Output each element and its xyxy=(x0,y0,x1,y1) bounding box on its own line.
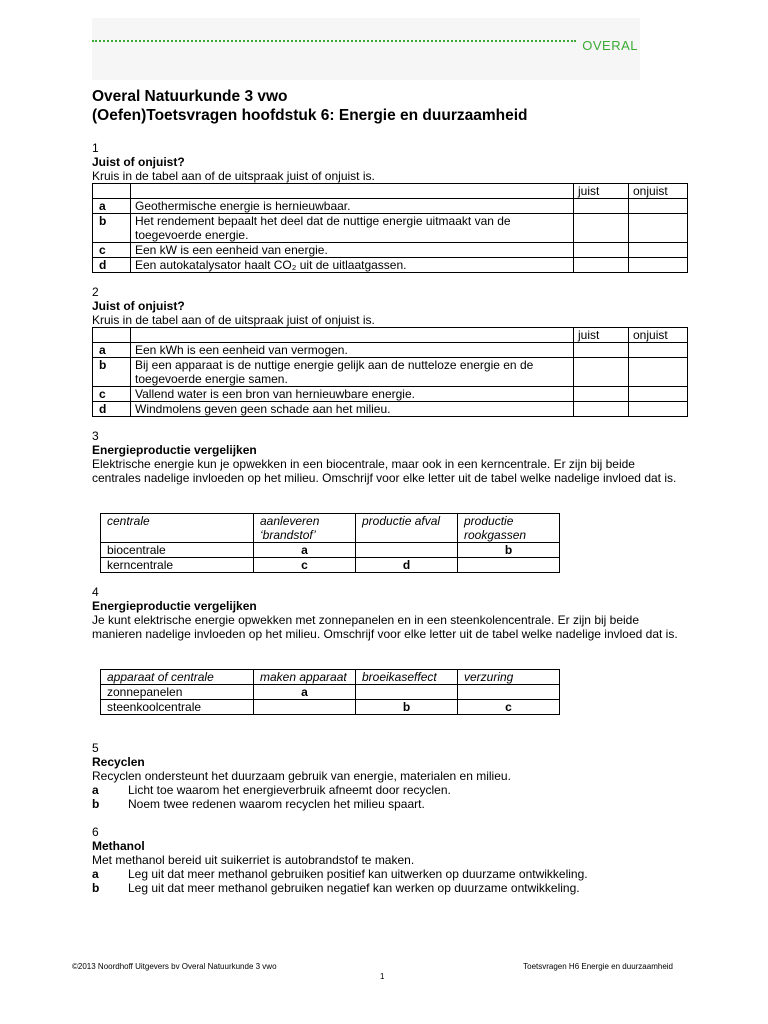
question-6-items xyxy=(92,867,652,895)
answer-cell-juist[interactable] xyxy=(574,358,629,387)
answer-cell-juist[interactable] xyxy=(574,387,629,402)
column-header: aanleveren ‘brandstof’ xyxy=(254,514,356,543)
row-label: kerncentrale xyxy=(101,558,254,573)
table-row xyxy=(93,243,688,258)
question-text: Recyclen ondersteunt het duurzaam gebruik van energie, materialen en milieu. xyxy=(92,769,511,783)
question-5-items xyxy=(92,783,652,811)
row-label: biocentrale xyxy=(101,543,254,558)
q2-table xyxy=(92,327,688,417)
list-item xyxy=(92,867,652,881)
column-header-juist: juist xyxy=(574,184,629,199)
row-letter: d xyxy=(93,402,131,417)
question-text: Met methanol bereid uit suikerriet is autobrandstof te maken. xyxy=(92,853,415,867)
answer-cell-onjuist[interactable] xyxy=(629,358,688,387)
letter-cell: d xyxy=(356,558,458,573)
column-header-onjuist: onjuist xyxy=(629,184,688,199)
dotted-rule xyxy=(92,40,576,42)
question-1 xyxy=(92,141,682,183)
letter-cell: b xyxy=(356,700,458,715)
column-header: verzuring xyxy=(458,670,560,685)
q3-table xyxy=(100,513,560,573)
question-4 xyxy=(92,585,682,641)
question-number: 6 xyxy=(92,825,99,839)
answer-cell-juist[interactable] xyxy=(574,243,629,258)
column-header: centrale xyxy=(101,514,254,543)
row-statement: Een kW is een eenheid van energie. xyxy=(131,243,574,258)
row-statement: Bij een apparaat is de nuttige energie gelijk aan de nutteloze energie en de toegevoerde energie samen. xyxy=(131,358,574,387)
question-instruction: Kruis in de tabel aan of de uitspraak juist of onjuist is. xyxy=(92,313,375,327)
table-cell xyxy=(93,328,131,343)
column-header: productie afval xyxy=(356,514,458,543)
row-letter: b xyxy=(93,214,131,243)
item-text: Leg uit dat meer methanol gebruiken negatief kan werken op duurzame ontwikkeling. xyxy=(128,881,580,895)
row-letter: a xyxy=(93,199,131,214)
letter-cell xyxy=(356,543,458,558)
column-header: apparaat of centrale xyxy=(101,670,254,685)
column-header-onjuist: onjuist xyxy=(629,328,688,343)
row-letter: a xyxy=(93,343,131,358)
question-6 xyxy=(92,825,682,867)
table-row xyxy=(93,214,688,243)
question-text: Je kunt elektrische energie opwekken met zonnepanelen en in een steenkolencentrale. Er zijn bij beide manieren nadelige invloeden op het milieu. Omschrijf voor elke letter uit de tabel welke nadelige invloed dat is. xyxy=(92,613,678,641)
row-statement: Vallend water is een bron van hernieuwbare energie. xyxy=(131,387,574,402)
answer-cell-onjuist[interactable] xyxy=(629,343,688,358)
footer-chapter: Toetsvragen H6 Energie en duurzaamheid xyxy=(523,962,673,971)
table-row xyxy=(93,402,688,417)
q4-table xyxy=(100,669,560,715)
column-header: broeikaseffect xyxy=(356,670,458,685)
letter-cell xyxy=(458,685,560,700)
question-number: 3 xyxy=(92,429,99,443)
page-title xyxy=(92,87,692,125)
table-header-row xyxy=(93,184,688,199)
row-letter: c xyxy=(93,387,131,402)
letter-cell: c xyxy=(458,700,560,715)
q1-table xyxy=(92,183,688,273)
item-letter: a xyxy=(92,783,99,797)
item-text: Noem twee redenen waarom recyclen het milieu spaart. xyxy=(128,797,425,811)
answer-cell-juist[interactable] xyxy=(574,199,629,214)
question-heading: Energieproductie vergelijken xyxy=(92,599,257,613)
row-letter: c xyxy=(93,243,131,258)
row-letter: d xyxy=(93,258,131,273)
row-statement: Een autokatalysator haalt CO₂ uit de uitlaatgassen. xyxy=(131,258,574,273)
table-header-row xyxy=(93,328,688,343)
table-row xyxy=(101,700,560,715)
answer-cell-juist[interactable] xyxy=(574,343,629,358)
letter-cell: a xyxy=(254,543,356,558)
item-letter: a xyxy=(92,867,99,881)
table-row xyxy=(101,685,560,700)
question-3 xyxy=(92,429,682,485)
question-heading: Juist of onjuist? xyxy=(92,299,185,313)
answer-cell-onjuist[interactable] xyxy=(629,258,688,273)
table-row xyxy=(93,387,688,402)
table-row xyxy=(93,343,688,358)
question-text: Elektrische energie kun je opwekken in een biocentrale, maar ook in een kerncentrale. Er zijn bij beide centrales nadelige invloeden op het milieu. Omschrijf voor elke letter uit de tabel welke nadelige invloed dat is. xyxy=(92,457,677,485)
table-row xyxy=(101,543,560,558)
item-letter: b xyxy=(92,881,100,895)
table-row xyxy=(93,358,688,387)
column-header: productie rookgassen xyxy=(458,514,560,543)
table-row xyxy=(93,199,688,214)
list-item xyxy=(92,797,652,811)
table-cell xyxy=(131,184,574,199)
list-item xyxy=(92,783,652,797)
letter-cell: a xyxy=(254,685,356,700)
answer-cell-juist[interactable] xyxy=(574,402,629,417)
question-heading: Juist of onjuist? xyxy=(92,155,185,169)
table-row xyxy=(101,558,560,573)
question-heading: Energieproductie vergelijken xyxy=(92,443,257,457)
table-header-row xyxy=(101,670,560,685)
table-cell xyxy=(131,328,574,343)
header-band xyxy=(92,18,640,80)
question-instruction: Kruis in de tabel aan of de uitspraak juist of onjuist is. xyxy=(92,169,375,183)
brand-label: OVERAL xyxy=(582,38,638,53)
question-heading: Recyclen xyxy=(92,755,145,769)
column-header-juist: juist xyxy=(574,328,629,343)
row-label: steenkoolcentrale xyxy=(101,700,254,715)
question-number: 1 xyxy=(92,141,99,155)
table-header-row xyxy=(101,514,560,543)
list-item xyxy=(92,881,652,895)
column-header: maken apparaat xyxy=(254,670,356,685)
question-5 xyxy=(92,741,682,783)
row-statement: Een kWh is een eenheid van vermogen. xyxy=(131,343,574,358)
title-line-2: (Oefen)Toetsvragen hoofdstuk 6: Energie en duurzaamheid xyxy=(92,107,528,124)
row-statement: Windmolens geven geen schade aan het milieu. xyxy=(131,402,574,417)
question-number: 4 xyxy=(92,585,99,599)
row-label: zonnepanelen xyxy=(101,685,254,700)
question-number: 2 xyxy=(92,285,99,299)
table-row xyxy=(93,258,688,273)
title-line-1: Overal Natuurkunde 3 vwo xyxy=(92,88,288,105)
row-statement: Het rendement bepaalt het deel dat de nuttige energie uitmaakt van de toegevoerde energie. xyxy=(131,214,574,243)
item-letter: b xyxy=(92,797,100,811)
page-number: 1 xyxy=(380,972,385,981)
answer-cell-onjuist[interactable] xyxy=(629,243,688,258)
answer-cell-onjuist[interactable] xyxy=(629,387,688,402)
table-cell xyxy=(93,184,131,199)
answer-cell-juist[interactable] xyxy=(574,214,629,243)
item-text: Licht toe waarom het energieverbruik afneemt door recyclen. xyxy=(128,783,451,797)
question-heading: Methanol xyxy=(92,839,145,853)
answer-cell-onjuist[interactable] xyxy=(629,214,688,243)
row-letter: b xyxy=(93,358,131,387)
footer-copyright: ©2013 Noordhoff Uitgevers bv Overal Natuurkunde 3 vwo xyxy=(72,962,277,971)
letter-cell xyxy=(356,685,458,700)
answer-cell-onjuist[interactable] xyxy=(629,402,688,417)
answer-cell-onjuist[interactable] xyxy=(629,199,688,214)
question-number: 5 xyxy=(92,741,99,755)
letter-cell: c xyxy=(254,558,356,573)
letter-cell xyxy=(254,700,356,715)
item-text: Leg uit dat meer methanol gebruiken positief kan uitwerken op duurzame ontwikkeling. xyxy=(128,867,588,881)
letter-cell: b xyxy=(458,543,560,558)
answer-cell-juist[interactable] xyxy=(574,258,629,273)
letter-cell xyxy=(458,558,560,573)
row-statement: Geothermische energie is hernieuwbaar. xyxy=(131,199,574,214)
question-2 xyxy=(92,285,682,327)
